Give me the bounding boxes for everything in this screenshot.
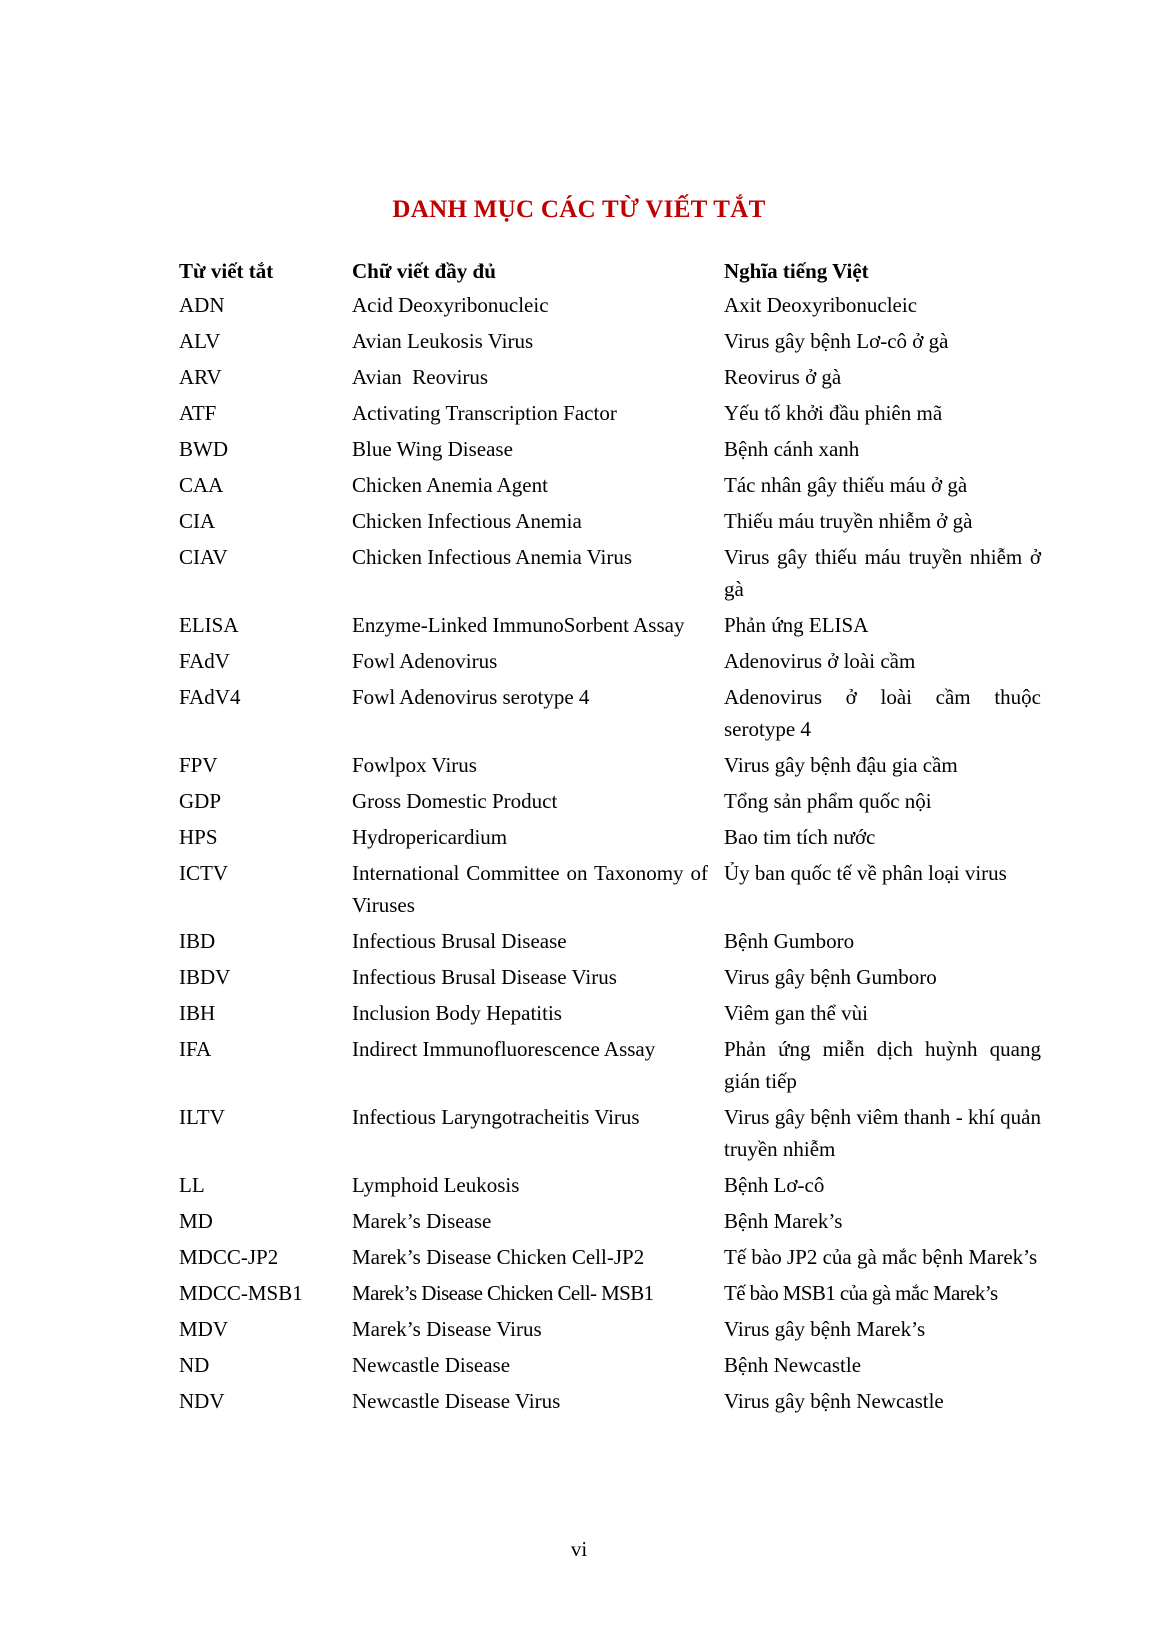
table-row	[179, 1313, 1041, 1349]
full-term-cell: Activating Transcription Factor	[352, 401, 617, 425]
vietnamese-meaning-cell: Virus gây bệnh Gumboro	[724, 965, 937, 989]
table-row	[179, 433, 1041, 469]
table-row	[179, 609, 1041, 645]
abbreviation-cell: MD	[179, 1209, 213, 1233]
abbreviation-cell: IBH	[179, 1001, 216, 1025]
table-row	[179, 541, 1041, 609]
vietnamese-meaning-cell: Bệnh Newcastle	[724, 1353, 862, 1377]
abbreviation-cell: NDV	[179, 1389, 225, 1413]
vietnamese-meaning-cell: Reovirus ở gà	[724, 365, 842, 389]
vietnamese-meaning-cell: Virus gây bệnh viêm thanh - khí quản truyền nhiễm	[724, 1105, 1041, 1161]
full-term-cell: Hydropericardium	[352, 825, 508, 849]
abbreviation-cell: FAdV4	[179, 685, 241, 709]
full-term-cell: Marek’s Disease	[352, 1209, 492, 1233]
table-row	[179, 997, 1041, 1033]
vietnamese-meaning-cell: Phản ứng ELISA	[724, 613, 869, 637]
vietnamese-meaning-cell: Bao tim tích nước	[724, 825, 876, 849]
vietnamese-meaning-cell: Virus gây bệnh Newcastle	[724, 1389, 944, 1413]
vietnamese-meaning-cell: Bệnh Marek’s	[724, 1209, 843, 1233]
table-row	[179, 361, 1041, 397]
vietnamese-meaning-cell: Tác nhân gây thiếu máu ở gà	[724, 473, 968, 497]
table-row	[179, 681, 1041, 749]
vietnamese-meaning-cell: Adenovirus ở loài cầm thuộc serotype 4	[724, 685, 1041, 741]
abbreviation-cell: ALV	[179, 329, 221, 353]
table-row	[179, 325, 1041, 361]
abbreviation-cell: IBDV	[179, 965, 231, 989]
vietnamese-meaning-cell: Tế bào JP2 của gà mắc bệnh Marek’s	[724, 1245, 1038, 1269]
table-row	[179, 925, 1041, 961]
table-row	[179, 1169, 1041, 1205]
vietnamese-meaning-cell: Virus gây bệnh Marek’s	[724, 1317, 926, 1341]
table-row	[179, 1277, 1041, 1313]
abbreviation-cell: HPS	[179, 825, 218, 849]
full-term-cell: Marek’s Disease Chicken Cell-JP2	[352, 1245, 645, 1269]
full-term-cell: Fowl Adenovirus	[352, 649, 498, 673]
vietnamese-meaning-cell: Tế bào MSB1 của gà mắc Marek’s	[724, 1281, 998, 1305]
full-term-cell: Infectious Brusal Disease Virus	[352, 965, 617, 989]
full-term-cell: Chicken Infectious Anemia Virus	[352, 545, 633, 569]
full-term-cell: Enzyme-Linked ImmunoSorbent Assay	[352, 613, 685, 637]
full-term-cell: Chicken Infectious Anemia	[352, 509, 582, 533]
abbreviation-cell: CIA	[179, 509, 216, 533]
abbreviation-cell: GDP	[179, 789, 222, 813]
full-term-cell: Infectious Brusal Disease	[352, 929, 567, 953]
full-term-cell: International Committee on Taxonomy of Viruses	[352, 861, 708, 917]
full-term-cell: Avian Leukosis Virus	[352, 329, 534, 353]
full-term-cell: Indirect Immunofluorescence Assay	[352, 1037, 656, 1061]
abbreviation-cell: LL	[179, 1173, 205, 1197]
abbreviation-cell: ICTV	[179, 861, 228, 885]
table-header-row	[179, 250, 1041, 289]
abbreviation-cell: ELISA	[179, 613, 239, 637]
abbreviation-cell: MDCC-JP2	[179, 1245, 279, 1269]
vietnamese-meaning-cell: Yếu tố khởi đầu phiên mã	[724, 401, 943, 425]
vietnamese-meaning-cell: Ủy ban quốc tế về phân loại virus	[724, 861, 1007, 885]
table-row	[179, 1241, 1041, 1277]
full-term-cell: Gross Domestic Product	[352, 789, 558, 813]
vietnamese-meaning-cell: Viêm gan thể vùi	[724, 1001, 868, 1025]
table-row	[179, 1033, 1041, 1101]
table-row	[179, 469, 1041, 505]
full-term-cell: Newcastle Disease Virus	[352, 1389, 561, 1413]
abbreviation-cell: ND	[179, 1353, 210, 1377]
full-term-cell: Infectious Laryngotracheitis Virus	[352, 1105, 640, 1129]
vietnamese-meaning-cell: Virus gây bệnh Lơ-cô ở gà	[724, 329, 949, 353]
full-term-cell: Newcastle Disease	[352, 1353, 511, 1377]
vietnamese-meaning-cell: Phản ứng miễn dịch huỳnh quang gián tiếp	[724, 1037, 1041, 1093]
abbreviation-cell: BWD	[179, 437, 228, 461]
abbreviation-cell: FAdV	[179, 649, 230, 673]
vietnamese-meaning-cell: Virus gây thiếu máu truyền nhiễm ở gà	[724, 545, 1041, 601]
full-term-cell: Lymphoid Leukosis	[352, 1173, 520, 1197]
full-term-cell: Acid Deoxyribonucleic	[352, 293, 549, 317]
header-full-term: Chữ viết đầy đủ	[352, 259, 496, 283]
table-row	[179, 749, 1041, 785]
table-row	[179, 397, 1041, 433]
full-term-cell: Chicken Anemia Agent	[352, 473, 548, 497]
table-row	[179, 1205, 1041, 1241]
full-term-cell: Avian Reovirus	[352, 365, 489, 389]
table-row	[179, 505, 1041, 541]
table-row	[179, 1349, 1041, 1385]
full-term-cell: Blue Wing Disease	[352, 437, 513, 461]
table-row	[179, 1101, 1041, 1169]
full-term-cell: Fowlpox Virus	[352, 753, 477, 777]
full-term-cell: Inclusion Body Hepatitis	[352, 1001, 562, 1025]
full-term-cell: Marek’s Disease Chicken Cell- MSB1	[352, 1281, 654, 1305]
full-term-cell: Marek’s Disease Virus	[352, 1317, 542, 1341]
abbreviation-cell: MDV	[179, 1317, 229, 1341]
table-row	[179, 1385, 1041, 1421]
abbreviation-table	[179, 250, 1041, 1421]
table-row	[179, 961, 1041, 997]
abbreviation-cell: FPV	[179, 753, 218, 777]
vietnamese-meaning-cell: Adenovirus ở loài cầm	[724, 649, 916, 673]
table-row	[179, 785, 1041, 821]
vietnamese-meaning-cell: Bệnh Gumboro	[724, 929, 855, 953]
abbreviation-cell: IFA	[179, 1037, 212, 1061]
abbreviation-cell: MDCC-MSB1	[179, 1281, 303, 1305]
abbreviation-cell: CAA	[179, 473, 224, 497]
abbreviation-cell: ADN	[179, 293, 225, 317]
abbreviation-cell: ATF	[179, 401, 217, 425]
vietnamese-meaning-cell: Bệnh Lơ-cô	[724, 1173, 825, 1197]
table-row	[179, 821, 1041, 857]
table-row	[179, 289, 1041, 325]
vietnamese-meaning-cell: Virus gây bệnh đậu gia cầm	[724, 753, 958, 777]
abbreviation-cell: ARV	[179, 365, 222, 389]
vietnamese-meaning-cell: Tổng sản phẩm quốc nội	[724, 789, 932, 813]
abbreviation-cell: IBD	[179, 929, 216, 953]
vietnamese-meaning-cell: Bệnh cánh xanh	[724, 437, 860, 461]
abbreviation-cell: ILTV	[179, 1105, 225, 1129]
page-number: vi	[570, 1537, 588, 1561]
abbreviation-cell: CIAV	[179, 545, 228, 569]
vietnamese-meaning-cell: Thiếu máu truyền nhiễm ở gà	[724, 509, 973, 533]
table-body	[179, 289, 1041, 1421]
table-row	[179, 857, 1041, 925]
header-vietnamese-meaning: Nghĩa tiếng Việt	[724, 259, 869, 283]
full-term-cell: Fowl Adenovirus serotype 4	[352, 685, 590, 709]
table-row	[179, 645, 1041, 681]
header-abbreviation: Từ viết tắt	[179, 259, 274, 283]
vietnamese-meaning-cell: Axit Deoxyribonucleic	[724, 293, 918, 317]
page-title: DANH MỤC CÁC TỪ VIẾT TẮT	[392, 196, 766, 223]
